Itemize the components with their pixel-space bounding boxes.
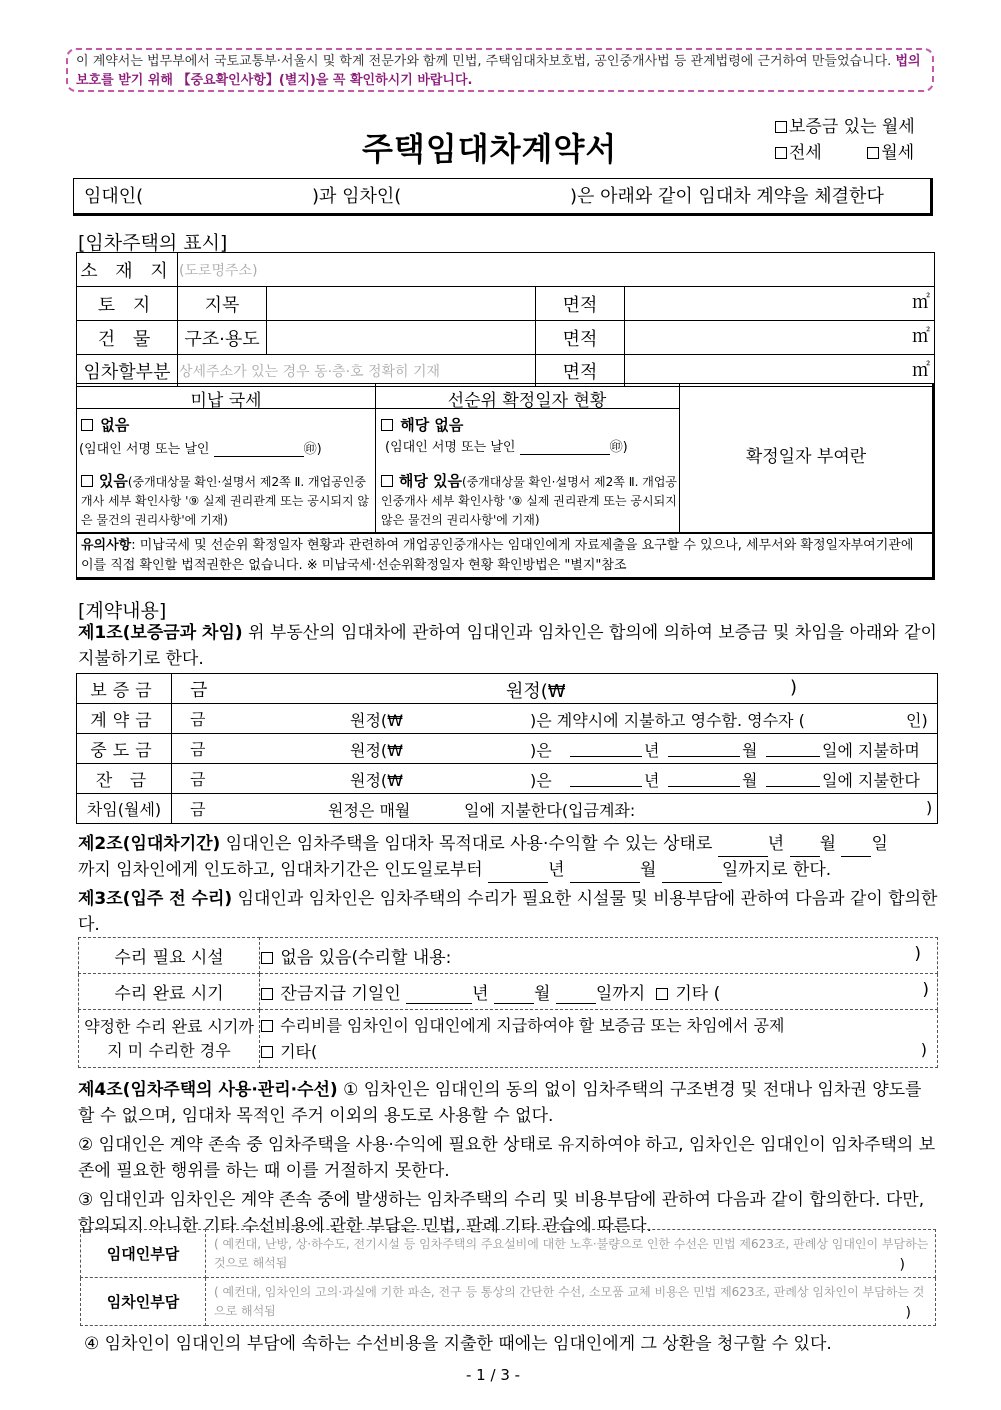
notice-text: 이 계약서는 법무부에서 국토교통부·서울시 및 학계 전문가와 함께 민법, 주택임대차보호법, 공인중개사법 등 관계법령에 근거하여 만들었습니다. bbox=[76, 54, 892, 69]
repair-row-unrepaired: 약정한 수리 완료 시기까지 미 수리한 경우 수리비를 임차인이 임대인에게 지급하여야 할 보증금 또는 차임에서 공제 기타( ) bbox=[79, 1010, 938, 1068]
parties-suffix: )은 아래와 같이 임대차 계약을 체결한다 bbox=[570, 186, 884, 207]
page-title: 주택임대차계약서 bbox=[362, 130, 618, 168]
unpaid-tax-heading: 미납 국세 bbox=[190, 391, 262, 411]
property-heading: [임차주택의 표시] bbox=[78, 232, 228, 254]
repair-row-needed: 수리 필요 시설 없음 있음(수리할 내용: ) bbox=[79, 938, 938, 974]
burden-row-lessor: 임대인부담 ( 예컨대, 난방, 상·하수도, 전기시설 등 임차주택의 주요설비에 대한 노후·불량으로 인한 수선은 민법 제623조, 판례상 임대인이 부담하는 것으로 해석됨 ) bbox=[81, 1230, 936, 1278]
page-number: - 1 / 3 - bbox=[466, 1366, 521, 1384]
payment-row-contract: 계약금 금 원정(₩ )은 계약시에 지불하고 영수함. 영수자 ( 인) bbox=[77, 704, 938, 734]
rent-area-field[interactable]: ㎡ bbox=[625, 355, 935, 387]
checkbox-icon[interactable] bbox=[867, 147, 879, 159]
caution-text: : 미납국세 및 선순위 확정일자 현황과 관련하여 개업공인중개사는 임대인에게 자료제출을 요구할 수 있으나, 세무서와 확정일자부여기관에 이를 직접 확인할 법적권한은 없습니다. ※ 미납국세·선순위확정일자 현황 확인방법은 "별지"참조 bbox=[81, 538, 914, 573]
building-area-field[interactable]: ㎡ bbox=[625, 321, 935, 355]
parties-box bbox=[73, 178, 933, 216]
building-area-label: 면적 bbox=[536, 321, 625, 355]
checkbox-icon[interactable] bbox=[775, 147, 787, 159]
land-label: 토 지 bbox=[77, 287, 178, 321]
payment-row-balance: 잔 금 금 원정(₩ )은 년 월 일에 지불한다 bbox=[77, 764, 938, 794]
caution-label: 유의사항 bbox=[81, 538, 132, 553]
article-3: 제3조(입주 전 수리) 임대인과 임차인은 임차주택의 수리가 필요한 시설물 및 비용부담에 관하여 다음과 같이 합의한다. bbox=[78, 889, 938, 935]
caution-box bbox=[76, 533, 935, 580]
payment-row-deposit: 보증금 금 원정(₩ ) bbox=[77, 674, 938, 704]
tax-exists-option[interactable]: 있음(중개대상물 확인·설명서 제2쪽 Ⅱ. 개업공인중개사 세부 확인사항 '⑨ 실제 권리관계 또는 공시되지 않은 물건의 권리사항'에 기재) bbox=[81, 472, 370, 527]
priority-heading: 선순위 확정일자 현황 bbox=[447, 391, 607, 411]
payment-row-interim: 중도금 금 원정(₩ )은 년 월 일에 지불하며 bbox=[77, 734, 938, 764]
burden-row-tenant: 임차인부담 ( 예컨대, 임차인의 고의·과실에 기한 파손, 전구 등 통상의 간단한 수선, 소모품 교체 비용은 민법 제623조, 판례상 임차인이 부담하는 것으로 해석됨 ) bbox=[81, 1278, 936, 1326]
location-field[interactable]: (도로명주소) bbox=[178, 253, 935, 287]
priority-none-option[interactable]: 해당 없음 bbox=[381, 414, 463, 435]
tax-none-option[interactable]: 없음 bbox=[81, 414, 129, 435]
payment-table bbox=[76, 673, 938, 824]
option-jeonse[interactable]: 전세 bbox=[775, 143, 822, 163]
land-type-label: 지목 bbox=[178, 287, 267, 321]
date-stamp-label: 확정일자 부여란 bbox=[745, 447, 867, 467]
legal-notice bbox=[66, 48, 934, 92]
priority-exists-option[interactable]: 해당 있음(중개대상물 확인·설명서 제2쪽 Ⅱ. 개업공인중개사 세부 확인사항 '⑨ 실제 권리관계 또는 공시되지 않은 물건의 권리사항'에 기재) bbox=[381, 472, 678, 527]
option-deposit-monthly[interactable]: 보증금 있는 월세 bbox=[775, 114, 915, 140]
checkbox-icon[interactable] bbox=[775, 121, 787, 133]
rent-part-field[interactable]: 상세주소가 있는 경우 동·층·호 정확히 기재 bbox=[178, 355, 536, 387]
tax-none-sign: (임대인 서명 또는 날인 ㊞) bbox=[79, 442, 322, 457]
article-2: 제2조(임대차기간) 임대인은 임차주택을 임대차 목적대로 사용·수익할 수 있는 상태로 년 월 일 까지 임차인에게 인도하고, 임대차기간은 인도일로부터 년 월 일까지로 한다. bbox=[78, 831, 938, 883]
article-4: 제4조(임차주택의 사용·관리·수선) ① 임차인은 임대인의 동의 없이 임차주택의 구조변경 및 전대나 임차권 양도를 할 수 없으며, 임대차 목적인 주거 이외의 용도로 사용할 수 없다. ② 임대인은 계약 존속 중 임차주택을 사용·수익에 필요한 상태로 유지하여야 하고, 임차인은 임대인이 임차주택의 보존에 필요한 행위를 하는 때 이를 거절하지 못한다. ③ 임대인과 임차인은 계약 존속 중에 발생하는 임차주택의 수리 및 비용부담에 관하여 다음과 같이 합의한다. 다만, 합의되지 아니한 기타 수선비용에 관한 부담은 민법, 판례 기타 관습에 따른다. bbox=[78, 1080, 936, 1236]
article-4-para-4: ④ 임차인이 임대인의 부담에 속하는 수선비용을 지출한 때에는 임대인에게 그 상환을 청구할 수 있다. bbox=[84, 1334, 832, 1354]
building-type-label: 구조·용도 bbox=[178, 321, 267, 355]
land-type-field[interactable] bbox=[267, 287, 536, 321]
building-type-field[interactable] bbox=[267, 321, 536, 355]
tax-priority-box bbox=[76, 383, 935, 533]
repair-row-deadline: 수리 완료 시기 잔금지급 기일인 년 월 일까지 기타 ( ) bbox=[79, 974, 938, 1010]
article-1: 제1조(보증금과 차임) 위 부동산의 임대차에 관하여 임대인과 임차인은 합의에 의하여 보증금 및 차임을 아래와 같이 지불하기로 한다. bbox=[78, 623, 937, 669]
tenant-label: )과 임차인( bbox=[312, 186, 402, 207]
lessor-label: 임대인( bbox=[84, 186, 144, 207]
building-label: 건 물 bbox=[77, 321, 178, 355]
rent-area-label: 면적 bbox=[536, 355, 625, 387]
option-monthly[interactable]: 월세 bbox=[867, 143, 914, 163]
burden-table bbox=[80, 1229, 936, 1326]
priority-none-sign: (임대인 서명 또는 날인 ㊞) bbox=[385, 440, 628, 455]
rent-part-label: 임차할부분 bbox=[77, 355, 178, 387]
contract-type-options bbox=[775, 114, 915, 166]
property-table bbox=[76, 252, 935, 387]
notice-highlight: 법의 보호를 받기 위해 【중요확인사항】(별지)을 꼭 확인하시기 바랍니다. bbox=[76, 54, 921, 88]
location-label: 소 재 지 bbox=[77, 253, 178, 287]
repair-table bbox=[78, 937, 938, 1068]
payment-row-rent: 차임(월세) 금 원정은 매월 일에 지불한다(입금계좌: ) bbox=[77, 794, 938, 824]
land-area-label: 면적 bbox=[536, 287, 625, 321]
land-area-field[interactable]: ㎡ bbox=[625, 287, 935, 321]
contract-heading: [계약내용] bbox=[78, 600, 167, 622]
